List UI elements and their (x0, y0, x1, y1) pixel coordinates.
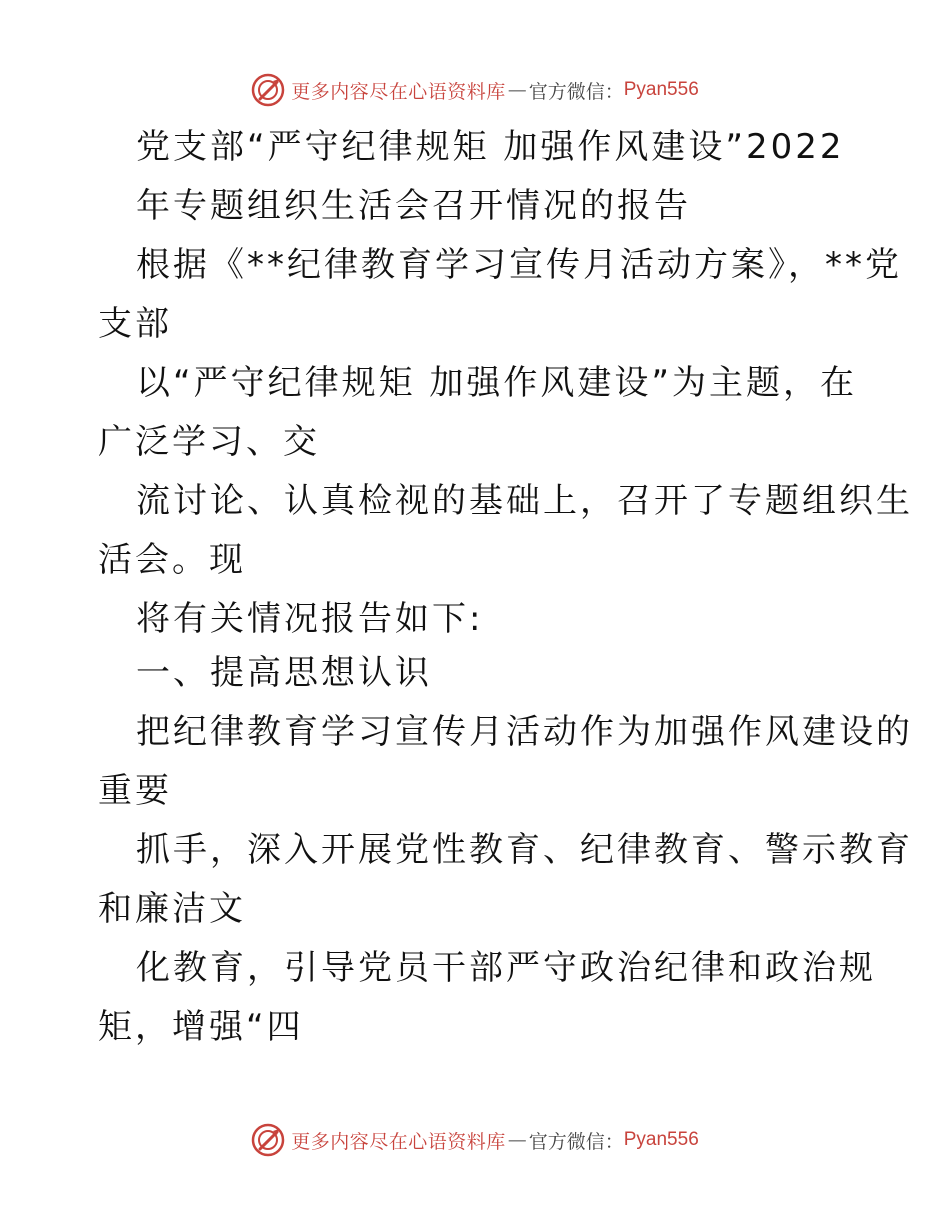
doc-title-line-1: 党支部“严守纪律规矩 加强作风建设”2022 (136, 127, 845, 167)
doc-text-line: 把纪律教育学习宣传月活动作为加强作风建设的 (136, 712, 913, 752)
doc-text-line: 抓手，深入开展党性教育、纪律教育、警示教育 (136, 830, 913, 870)
doc-title-line-2: 年专题组织生活会召开情况的报告 (136, 186, 691, 226)
doc-text-line: 以“严守纪律规矩 加强作风建设”为主题，在 (136, 363, 858, 403)
doc-text-line: 支部 (98, 304, 172, 344)
watermark-wechat-id: Pyan556 (623, 1129, 699, 1150)
doc-text-line: 根据《**纪律教育学习宣传月活动方案》，**党 (136, 245, 902, 285)
watermark-text: 更多内容尽在心语资料库 (291, 80, 506, 103)
doc-section-heading: 一、提高思想认识 (136, 653, 432, 693)
doc-text-line: 重要 (98, 771, 172, 811)
watermark-label: 官方微信： (528, 1130, 624, 1153)
doc-text-line: 矩，增强“四 (98, 1007, 304, 1047)
doc-text-line: 流讨论、认真检视的基础上，召开了专题组织生 (136, 481, 913, 521)
doc-text-line: 和廉洁文 (98, 889, 246, 929)
doc-text-line: 广泛学习、交 (98, 422, 320, 462)
logo-icon (251, 1123, 285, 1157)
footer-watermark (0, 1120, 950, 1160)
watermark-dash: — (507, 1129, 527, 1151)
watermark-text: 更多内容尽在心语资料库 (291, 1130, 506, 1153)
watermark-wechat-id: Pyan556 (623, 79, 699, 100)
watermark-dash: — (507, 79, 527, 101)
doc-text-line: 活会。现 (98, 540, 246, 580)
watermark-label: 官方微信： (528, 80, 624, 103)
doc-text-line: 将有关情况报告如下: (136, 599, 484, 639)
doc-text-line: 化教育，引导党员干部严守政治纪律和政治规 (136, 948, 876, 988)
